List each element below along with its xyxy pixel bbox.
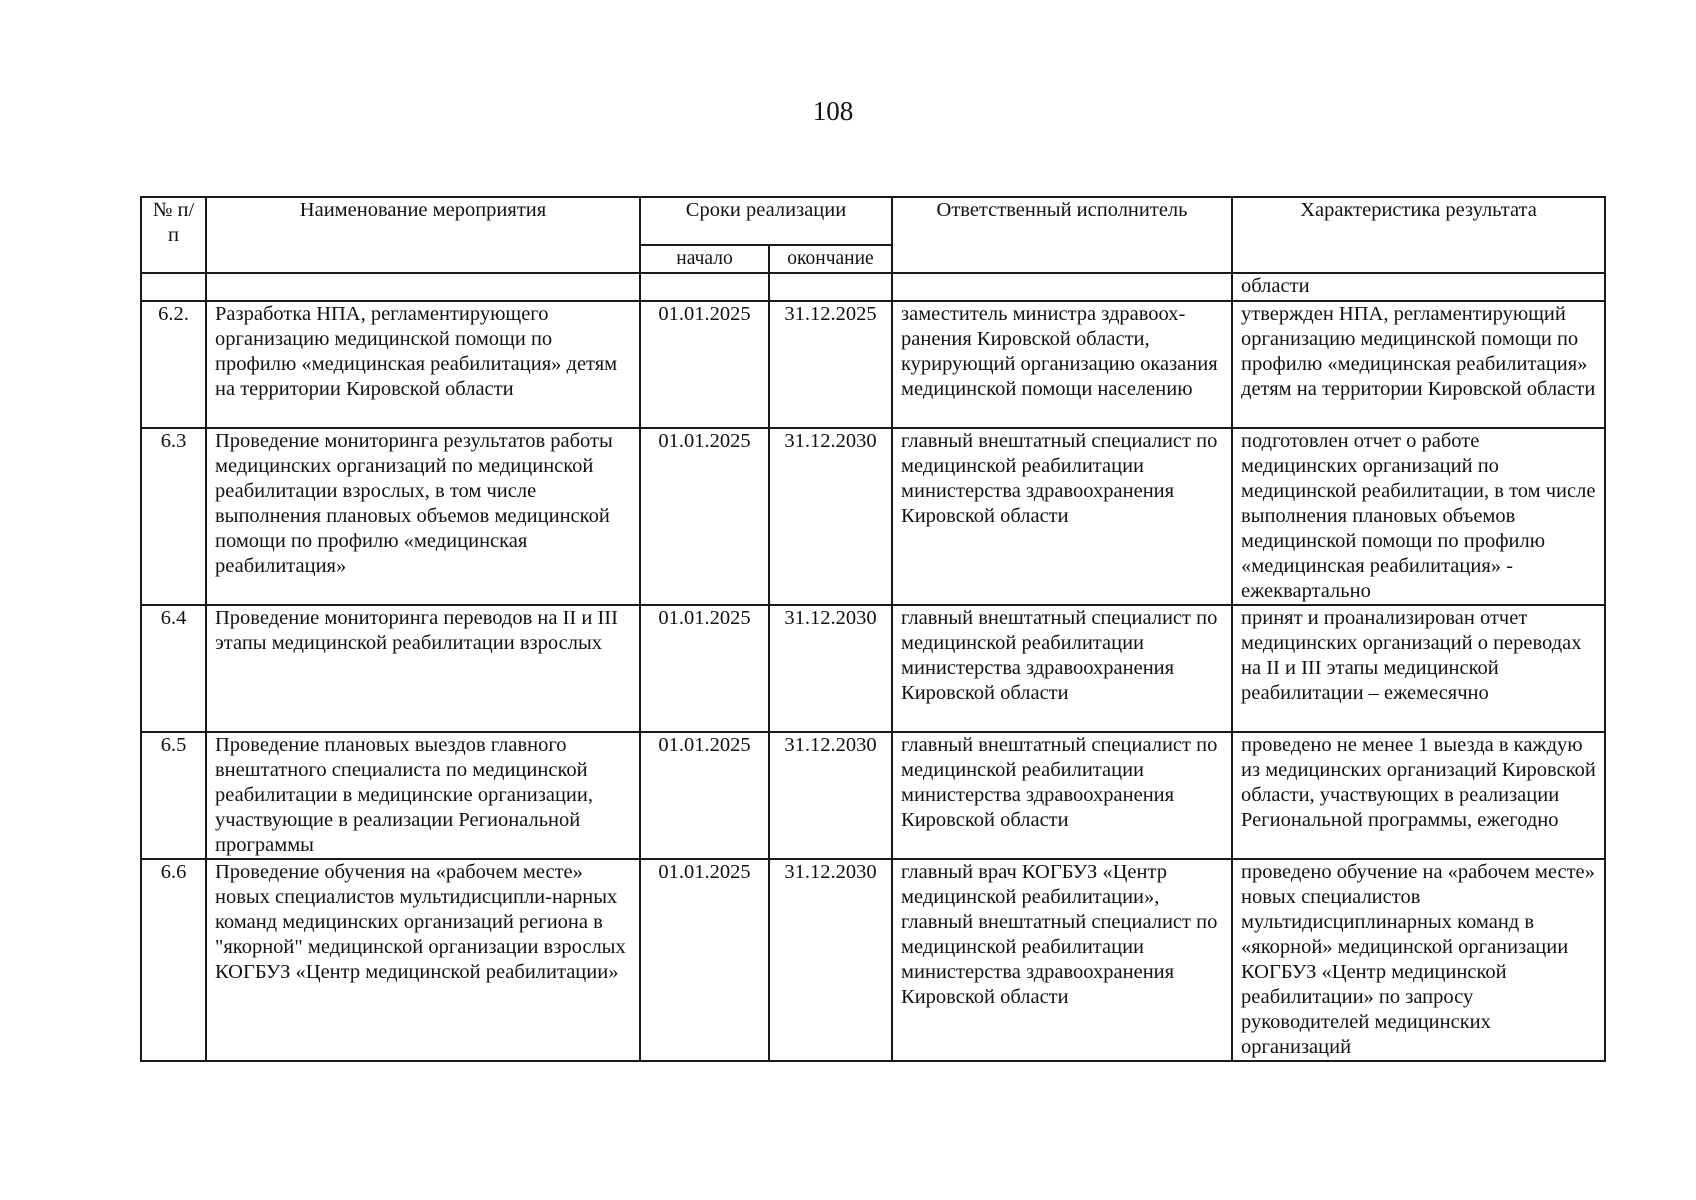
- header-number: № п/п: [141, 197, 206, 273]
- cell-end-date: 31.12.2030: [769, 605, 892, 732]
- page-number: 108: [812, 96, 854, 126]
- cell-activity-name: Разработка НПА, регламентирующего организацию медицинской помощи по профилю «медицинская реабилитация» детям на территории Кировской области: [206, 301, 640, 428]
- cell-end-date: 31.12.2030: [769, 859, 892, 1061]
- cell-responsible: заместитель министра здравоох-ранения Кировской области, курирующий организацию оказания медицинской помощи населению: [892, 301, 1232, 428]
- cell-start-date: [640, 273, 769, 301]
- cell-end-date: 31.12.2025: [769, 301, 892, 428]
- header-end: окончание: [769, 245, 892, 273]
- cell-result: подготовлен отчет о работе медицинских организаций по медицинской реабилитации, в том числе выполнения плановых объемов медицинской помощи по профилю «медицинская реабилитация» - ежеквартально: [1232, 428, 1605, 605]
- cell-end-date: [769, 273, 892, 301]
- cell-responsible: главный внештатный специалист по медицинской реабилитации министерства здравоохранения Кировской области: [892, 732, 1232, 859]
- cell-responsible: главный внештатный специалист по медицинской реабилитации министерства здравоохранения Кировской области: [892, 428, 1232, 605]
- cell-number: 6.2.: [141, 301, 206, 428]
- cell-responsible: главный внештатный специалист по медицинской реабилитации министерства здравоохранения Кировской области: [892, 605, 1232, 732]
- cell-result: принят и проанализирован отчет медицинских организаций о переводах на II и III этапы медицинской реабилитации – ежемесячно: [1232, 605, 1605, 732]
- cell-activity-name: Проведение плановых выездов главного внештатного специалиста по медицинской реабилитации в медицинские организации, участвующие в реализации Региональной программы: [206, 732, 640, 859]
- cell-activity-name: Проведение мониторинга переводов на II и III этапы медицинской реабилитации взрослых: [206, 605, 640, 732]
- table-row: [141, 605, 1605, 732]
- cell-activity-name: [206, 273, 640, 301]
- table-row: [141, 428, 1605, 605]
- cell-start-date: 01.01.2025: [640, 605, 769, 732]
- header-start: начало: [640, 245, 769, 273]
- cell-activity-name: Проведение мониторинга результатов работы медицинских организаций по медицинской реабилитации взрослых, в том числе выполнения плановых объемов медицинской помощи по профилю «медицинская реабилитация»: [206, 428, 640, 605]
- table-row: [141, 732, 1605, 859]
- header-period: Сроки реализации: [640, 197, 892, 245]
- cell-result: проведено обучение на «рабочем месте» новых специалистов мультидисциплинарных команд в «якорной» медицинской организации КОГБУЗ «Центр медицинской реабилитации» по запросу руководителей медицинских организаций: [1232, 859, 1605, 1061]
- header-activity-name: Наименование мероприятия: [206, 197, 640, 273]
- cell-responsible: главный врач КОГБУЗ «Центр медицинской реабилитации», главный внештатный специалист по медицинской реабилитации министерства здравоохранения Кировской области: [892, 859, 1232, 1061]
- cell-number: 6.4: [141, 605, 206, 732]
- cell-start-date: 01.01.2025: [640, 301, 769, 428]
- header-result: Характеристика результата: [1232, 197, 1605, 273]
- cell-result: области: [1232, 273, 1605, 301]
- header-responsible: Ответственный исполнитель: [892, 197, 1232, 273]
- table-row: [141, 301, 1605, 428]
- cell-number: 6.6: [141, 859, 206, 1061]
- cell-result: проведено не менее 1 выезда в каждую из медицинских организаций Кировской области, участвующих в реализации Региональной программы, ежегодно: [1232, 732, 1605, 859]
- cell-start-date: 01.01.2025: [640, 428, 769, 605]
- cell-start-date: 01.01.2025: [640, 732, 769, 859]
- activities-table: [140, 196, 1606, 1062]
- cell-activity-name: Проведение обучения на «рабочем месте» новых специалистов мультидисципли-нарных команд медицинских организаций региона в "якорной" медицинской организации взрослых КОГБУЗ «Центр медицинской реабилитации»: [206, 859, 640, 1061]
- cell-start-date: 01.01.2025: [640, 859, 769, 1061]
- table-row-continuation: [141, 273, 1605, 301]
- cell-end-date: 31.12.2030: [769, 428, 892, 605]
- cell-number: 6.3: [141, 428, 206, 605]
- cell-number: 6.5: [141, 732, 206, 859]
- cell-result: утвержден НПА, регламентирующий организацию медицинской помощи по профилю «медицинская реабилитация» детям на территории Кировской области: [1232, 301, 1605, 428]
- table-row: [141, 859, 1605, 1061]
- cell-number: [141, 273, 206, 301]
- cell-end-date: 31.12.2030: [769, 732, 892, 859]
- cell-responsible: [892, 273, 1232, 301]
